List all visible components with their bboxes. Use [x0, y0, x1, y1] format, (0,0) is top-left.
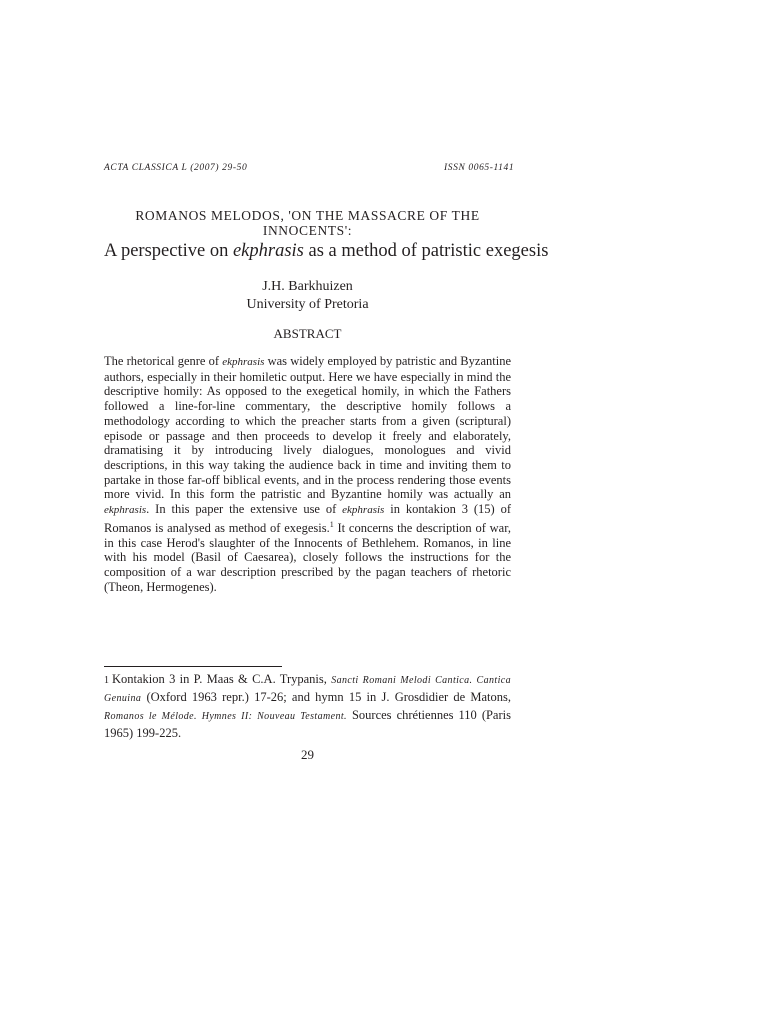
subtitle-emphasis: ekphrasis	[232, 241, 304, 261]
issn: ISSN 0065-1141	[444, 163, 515, 173]
abstract-body	[104, 354, 511, 594]
footnote-text: Sources chrétiennes 110 (Paris 1965) 199-225.	[104, 708, 511, 740]
abstract-emphasis: ekphrasis	[104, 504, 147, 517]
subtitle-text-end: as a method of patristic exegesis	[303, 241, 549, 261]
footnote-text: (Oxford 1963 repr.) 17-26; and hymn 15 in J. Grosdidier de Matons,	[141, 690, 511, 704]
author-affiliation: University of Pretoria	[246, 297, 369, 312]
footnote-text: Kontakion 3 in P. Maas & C.A. Trypanis,	[112, 672, 332, 686]
abstract-heading: ABSTRACT	[273, 326, 342, 341]
author-name: J.H. Barkhuizen	[262, 279, 353, 294]
abstract-text: The rhetorical genre of	[104, 354, 223, 368]
footnote-emphasis: Romanos le Mélode. Hymnes II: Nouveau Testament.	[104, 711, 347, 722]
footnote-reference[interactable]: 1	[329, 519, 334, 529]
article-subtitle	[104, 240, 549, 262]
abstract-emphasis: ekphrasis	[342, 504, 385, 517]
footnote-divider	[104, 666, 282, 667]
article-title: ROMANOS MELODOS, 'ON THE MASSACRE OF THE INNOCENTS':	[135, 208, 480, 238]
footnote	[104, 671, 511, 741]
abstract-text: in kontakion 3 (15) of Romanos is analysed as method of exegesis.	[104, 502, 511, 535]
footnote-number: 1	[104, 675, 109, 686]
abstract-text: was widely employed by patristic and Byzantine authors, especially in their homiletic output. Here we have especially in mind the descriptive homily: As opposed to the exegetical homily, in which the Fathers followed a line-for-line commentary, the descriptive homily follows a methodology according to which the preacher starts from a given (scriptural) episode or passage and then proceeds to develop it freely and elaborately, dramatising it by introducing lively dialogues, monologues and vivid descriptions, in this way taking the audience back in time and inviting them to partake in those far-off biblical events, and in the process rendering those events more vivid. In this form the patristic and Byzantine homily was actually an	[104, 354, 511, 502]
title-block	[104, 208, 549, 262]
author-block	[104, 278, 511, 314]
subtitle-text: A perspective on	[104, 241, 233, 261]
abstract-text: . In this paper the extensive use of	[146, 502, 343, 517]
footnote-emphasis: Sancti Romani Melodi Cantica. Cantica Genuina	[104, 675, 511, 704]
journal-citation: ACTA CLASSICA L (2007) 29-50	[104, 163, 248, 173]
abstract-text: It concerns the description of war, in this case Herod's slaughter of the Innocents of Bethlehem. Romanos, in line with his model (Basil of Caesarea), closely follows the instructions for the composition of a war description prescribed by the pagan teachers of rhetoric (Theon, Hermogenes).	[104, 520, 511, 594]
page-number: 29	[301, 747, 314, 762]
abstract-emphasis: ekphrasis	[222, 356, 265, 368]
